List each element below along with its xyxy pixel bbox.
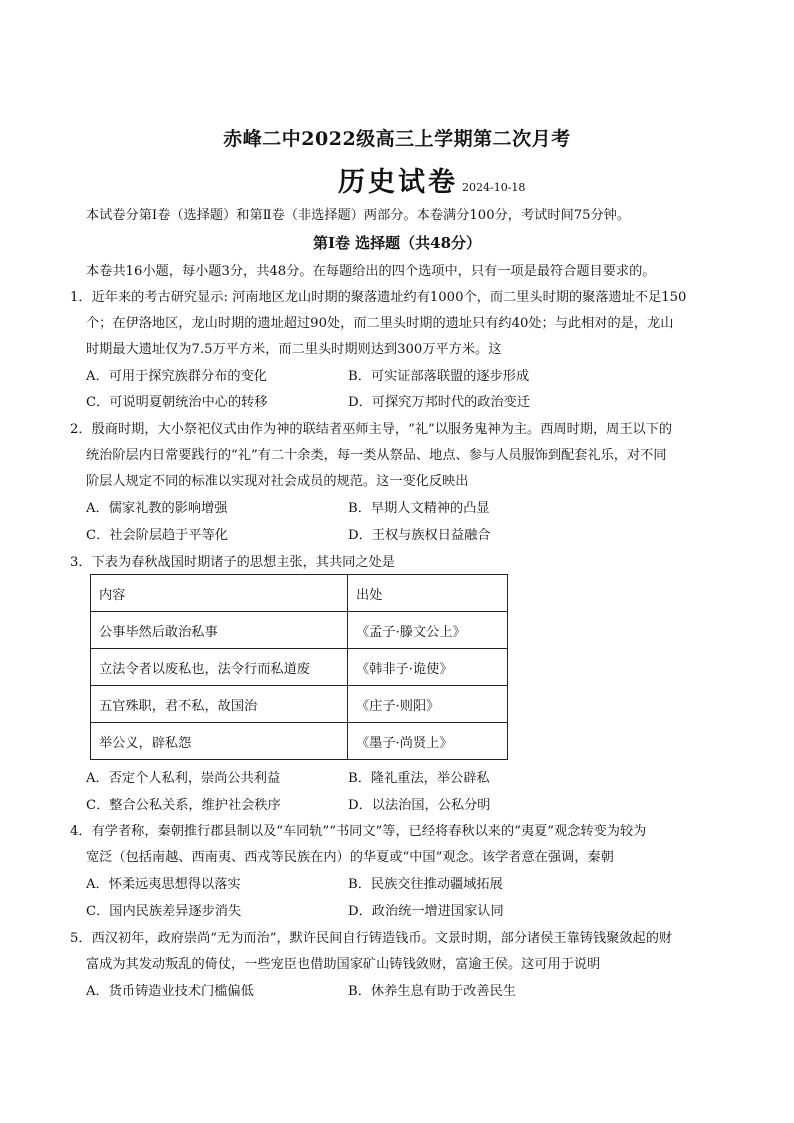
question-3-option-d[interactable]: D．以法治国，公私分明 [348,798,491,813]
question-1-line-1: 1．近年来的考古研究显示: 河南地区龙山时期的聚落遗址约有1000个，而二里头时期的聚落遗址不足150 [70,290,687,305]
question-2-option-a[interactable]: A．儒家礼教的影响增强 [86,501,228,516]
school-title: 赤峰二中2022级高三上学期第二次月考 [223,128,571,150]
table-cell-content: 公事毕然后敢治私事 [91,612,348,649]
table-row [91,612,508,649]
table-header-source: 出处 [348,575,508,612]
table-header-row [91,575,508,612]
question-5-line-2: 富成为其发动叛乱的倚仗，一些宠臣也借助国家矿山铸钱敛财，富逾王侯。这可用于说明 [86,957,601,972]
question-2-option-c[interactable]: C．社会阶层趋于平等化 [86,528,228,543]
question-1-line-2: 个；在伊洛地区，龙山时期的遗址超过90处，而二里头时期的遗址只有约40处；与此相对的是，龙山 [86,316,674,331]
exam-date: 2024-10-18 [462,181,526,194]
table-header-content: 内容 [91,575,348,612]
table-cell-content: 五官殊职，君不私，故国治 [91,686,348,723]
question-2-option-d[interactable]: D．王权与族权日益融合 [348,528,491,543]
question-1-option-d[interactable]: D．可探究万邦时代的政治变迁 [348,395,531,410]
question-1-line-3: 时期最大遗址仅为7.5万平方米，而二里头时期则达到300万平方米。这 [86,342,502,357]
question-4-option-b[interactable]: B．民族交往推动疆域拓展 [348,877,503,892]
question-1-option-a[interactable]: A．可用于探究族群分布的变化 [86,369,267,384]
section-title: 第Ⅰ卷 选择题（共48分） [312,234,482,252]
table-cell-source: 《庄子·则阳》 [348,686,508,723]
exam-title-row [338,160,525,199]
question-1-option-b[interactable]: B．可实证部落联盟的逐步形成 [348,369,530,384]
question-4-line-1: 4．有学者称，秦朝推行郡县制以及“车同轨”“书同文”等，已经将春秋以来的“夷夏”观念转变为较为 [70,824,647,839]
question-5-option-a[interactable]: A．货币铸造业技术门槛偏低 [86,984,254,999]
thinkers-table [90,574,508,760]
question-1-option-c[interactable]: C．可说明夏朝统治中心的转移 [86,395,268,410]
question-5-line-1: 5．西汉初年，政府崇尚“无为而治”，默许民间自行铸造钱币。文景时期，部分诸侯王靠铸钱聚敛起的财 [70,931,673,946]
exam-intro: 本试卷分第Ⅰ卷（选择题）和第Ⅱ卷（非选择题）两部分。本卷满分100分，考试时间75分钟。 [86,208,631,223]
question-5-option-b[interactable]: B．休养生息有助于改善民生 [348,984,516,999]
question-2-option-b[interactable]: B．早期人文精神的凸显 [348,501,490,516]
question-2-line-1: 2．殷商时期，大小祭祀仪式由作为神的联结者巫师主导，“礼”以服务鬼神为主。西周时期，周王以下的 [70,422,673,437]
question-4-line-2: 宽泛（包括南越、西南夷、西戎等民族在内）的华夏或“中国”观念。该学者意在强调，秦朝 [86,850,614,865]
question-4-option-d[interactable]: D．政治统一增进国家认同 [348,904,504,919]
table-cell-source: 《韩非子·诡使》 [348,649,508,686]
table-row [91,723,508,760]
question-3-option-c[interactable]: C．整合公私关系，维护社会秩序 [86,798,281,813]
table-row [91,686,508,723]
table-cell-source: 《墨子·尚贤上》 [348,723,508,760]
table-cell-content: 举公义，辟私怨 [91,723,348,760]
table-cell-content: 立法令者以废私也，法令行而私道废 [91,649,348,686]
question-4-option-a[interactable]: A．怀柔远夷思想得以落实 [86,877,241,892]
question-3-line-1: 3．下表为春秋战国时期诸子的思想主张，其共同之处是 [70,555,395,570]
question-2-line-2: 统治阶层内日常要践行的“礼”有二十余类，每一类从祭品、地点、参与人员服饰到配套礼乐，对不同 [86,448,667,463]
question-2-line-3: 阶层人规定不同的标准以实现对社会成员的规范。这一变化反映出 [86,474,469,489]
question-4-option-c[interactable]: C．国内民族差异逐步消失 [86,904,242,919]
question-3-option-b[interactable]: B．隆礼重法，举公辟私 [348,771,490,786]
section-instruction: 本卷共16小题，每小题3分，共48分。在每题给出的四个选项中，只有一项是最符合题目要求的。 [86,264,656,279]
question-3-option-a[interactable]: A．否定个人私利，崇尚公共利益 [86,771,281,786]
exam-title: 历史试卷 [338,167,458,198]
table-row [91,649,508,686]
table-cell-source: 《孟子·滕文公上》 [348,612,508,649]
